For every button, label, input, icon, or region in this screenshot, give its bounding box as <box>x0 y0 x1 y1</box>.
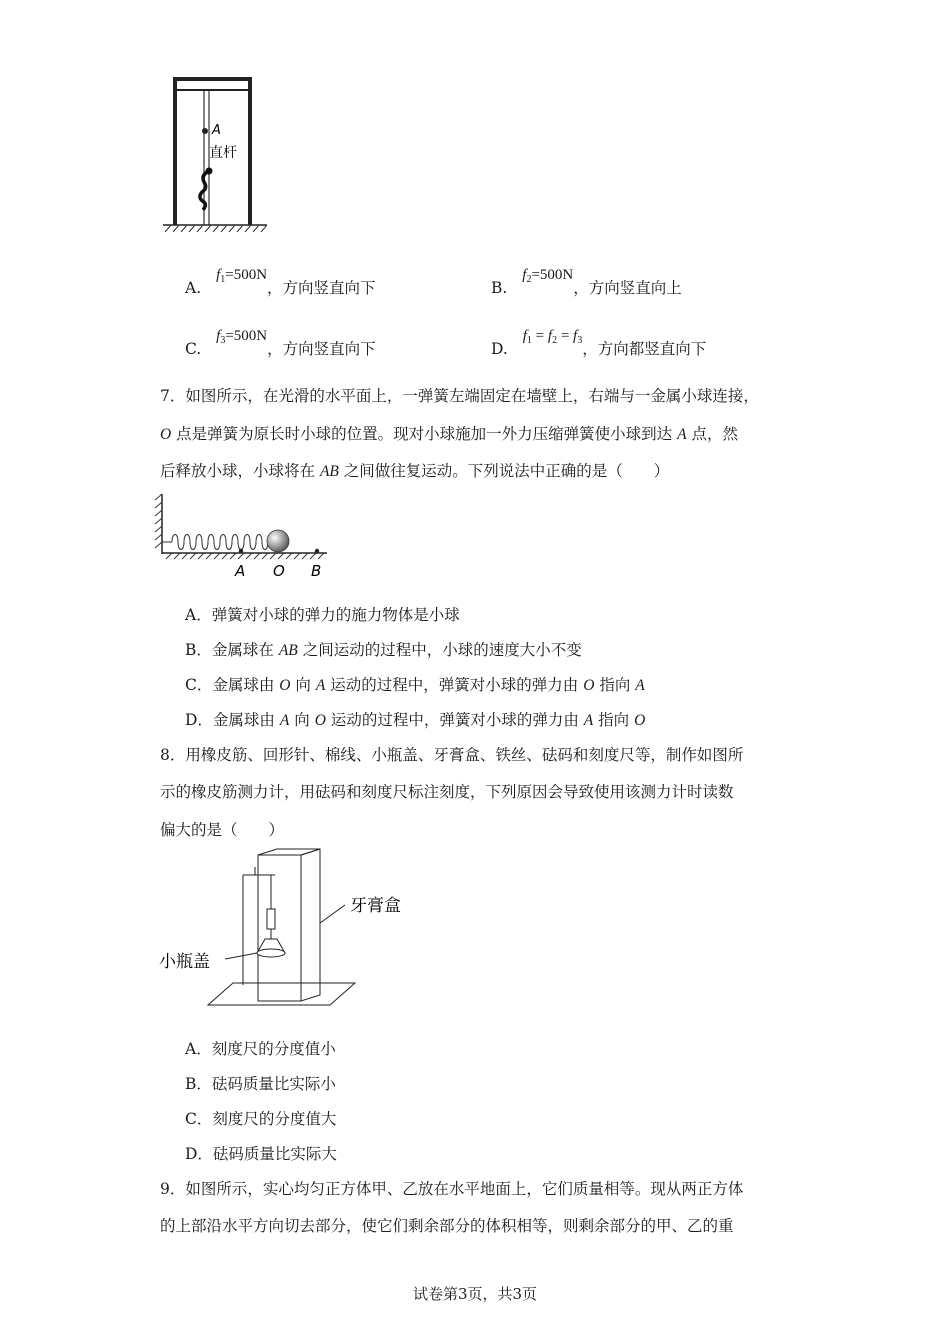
force-meter-figure <box>155 845 425 1010</box>
pole-figure <box>155 72 275 237</box>
q7-stem-line3: 后释放小球，小球将在 AB 之间做往复运动。下列说法中正确的是（ ） <box>160 462 670 480</box>
q7-option-a[interactable]: A．弹簧对小球的弹力的施力物体是小球 <box>185 606 460 624</box>
q8-option-d[interactable]: D．砝码质量比实际大 <box>185 1145 337 1163</box>
q8-stem-line2: 示的橡皮筋测力计，用砝码和刻度尺标注刻度，下列原因会导致使用该测力计时读数 <box>160 783 734 801</box>
label-o: O <box>273 562 285 580</box>
q8-stem-line1: 8．用橡皮筋、回形针、棉线、小瓶盖、牙膏盒、铁丝、砝码和刻度尺等，制作如图所 <box>160 746 744 764</box>
q8-stem-line3: 偏大的是（ ） <box>160 821 285 839</box>
q8-option-b[interactable]: B．砝码质量比实际小 <box>185 1075 336 1093</box>
label-bottle-cap: 小瓶盖 <box>159 952 210 972</box>
q6-option-c[interactable]: C. $f_3=500N$，方向竖直向下 <box>185 328 376 358</box>
q6-option-d[interactable]: D. $f_1 = f_2 = f_3$，方向都竖直向下 <box>491 328 707 358</box>
q6-option-a[interactable]: A. $f_1=500N$，方向竖直向下 <box>185 267 376 297</box>
q7-option-b[interactable]: B．金属球在 AB 之间运动的过程中，小球的速度大小不变 <box>185 641 582 659</box>
q7-stem-line2: O 点是弹簧为原长时小球的位置。现对小球施加一外力压缩弹簧使小球到达 A 点，然 <box>160 425 738 443</box>
q9-stem-line2: 的上部沿水平方向切去部分，使它们剩余部分的体积相等，则剩余部分的甲、乙的重 <box>160 1217 734 1235</box>
label-a: A <box>235 562 246 580</box>
label-b: B <box>311 562 322 580</box>
q7-option-c[interactable]: C．金属球由 O 向 A 运动的过程中，弹簧对小球的弹力由 O 指向 A <box>185 676 645 694</box>
q7-stem-line1: 7．如图所示，在光滑的水平面上，一弹簧左端固定在墙壁上，右端与一金属小球连接， <box>160 387 759 405</box>
q8-option-a[interactable]: A．刻度尺的分度值小 <box>185 1040 336 1058</box>
q8-option-c[interactable]: C．刻度尺的分度值大 <box>185 1110 337 1128</box>
q6-option-b[interactable]: B. $f_2=500N$，方向竖直向上 <box>491 267 682 297</box>
label-point-a: A <box>212 123 221 138</box>
q9-stem-line1: 9．如图所示，实心均匀正方体甲、乙放在水平地面上，它们质量相等。现从两正方体 <box>160 1180 744 1198</box>
q7-option-d[interactable]: D．金属球由 A 向 O 运动的过程中，弹簧对小球的弹力由 A 指向 O <box>185 711 646 729</box>
spring-figure <box>152 490 332 582</box>
label-rod: 直杆 <box>209 145 237 161</box>
label-toothpaste-box: 牙膏盒 <box>350 896 401 916</box>
page-footer: 试卷第3页，共3页 <box>412 1285 538 1303</box>
